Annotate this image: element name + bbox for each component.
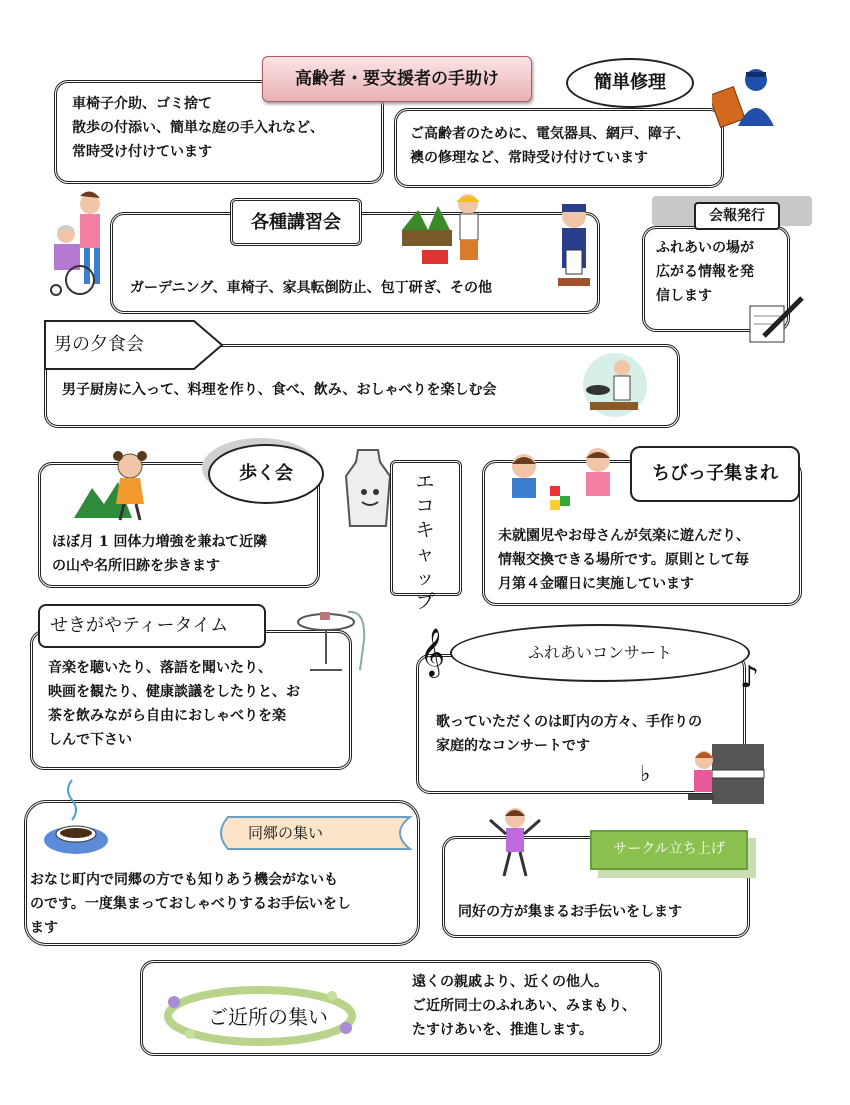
kids-title: ちびっ子集まれ	[630, 446, 800, 502]
teatime-body: 音楽を聴いたり、落語を聞いたり、 映画を観たり、健康談議をしたりと、お 茶を飲みながら自由におしゃべりを楽 しんで下さい	[48, 660, 300, 748]
newsletter-title: 会報発行	[694, 202, 780, 230]
tea-table-icon	[296, 600, 370, 674]
knife-sharpener-icon	[552, 200, 596, 290]
piano-player-icon	[684, 740, 768, 812]
treble-clef-icon: 𝄞	[420, 627, 445, 676]
hometown-title: 同郷の集い	[248, 824, 324, 842]
coffee-cup-icon	[42, 776, 116, 860]
circle-title: サークル立ち上げ	[590, 830, 748, 870]
repair-body: ご高齢者のために、電気器具、網戸、障子、 襖の修理など、常時受け付けています	[410, 126, 690, 166]
neighbors-title: ご近所の集い	[208, 1005, 328, 1029]
lectures-title: 各種講習会	[230, 198, 362, 246]
helper-body: 車椅子介助、ゴミ捨て 散歩の付添い、簡単な庭の手入れなど、 常時受け付けています	[72, 96, 324, 160]
circle-body: 同好の方が集まるお手伝いをします	[458, 904, 682, 920]
dancing-girl-icon	[484, 804, 546, 880]
newsletter-body: ふれあいの場が 広がる情報を発 信します	[656, 240, 754, 304]
hiking-girl-icon	[72, 448, 162, 524]
ecocap-title: エコキャップ	[415, 471, 435, 613]
playing-kids-icon	[494, 446, 628, 514]
caregiver-wheelchair-icon	[44, 190, 120, 302]
walking-body: ほぼ月 1 回体力増強を兼ねて近隣 の山や名所旧跡を歩きます	[52, 534, 268, 574]
concert-body: 歌っていただくのは町内の方々、手作りの 家庭的なコンサートです	[436, 714, 702, 754]
dinner-body: 男子厨房に入って、料理を作り、食べ、飲み、おしゃべりを楽しむ会	[62, 382, 497, 398]
dinner-title: 男の夕食会	[54, 334, 144, 355]
repair-worker-icon	[712, 60, 776, 130]
gardening-icon	[398, 190, 490, 270]
hometown-body: おなじ町内で同郷の方でも知りあう機会がないも のです。一度集まっておしゃべりするお手伝いをし ます	[30, 872, 351, 936]
teatime-title: せきがやティータイム	[38, 604, 266, 648]
neighbors-body: 遠くの親戚より、近くの他人。 ご近所同士のふれあい、みまもり、 たすけあいを、推進します。	[412, 974, 636, 1038]
flat-sign-icon: ♭	[640, 762, 651, 787]
cooking-man-icon	[582, 352, 648, 418]
walking-title: 歩く会	[208, 444, 324, 504]
repair-title: 簡単修理	[566, 58, 694, 108]
music-note-icon: ♪	[740, 660, 760, 695]
concert-title: ふれあいコンサート	[450, 624, 750, 682]
kids-body: 未就園児やお母さんが気楽に遊んだり、 情報交換できる場所です。原則として毎 月第４金曜日に実施しています	[498, 528, 750, 592]
helper-title: 高齢者・要支援者の手助け	[262, 56, 532, 102]
lectures-body: ガーデニング、車椅子、家具転倒防止、包丁研ぎ、その他	[130, 280, 493, 296]
pen-paper-icon	[746, 296, 804, 346]
